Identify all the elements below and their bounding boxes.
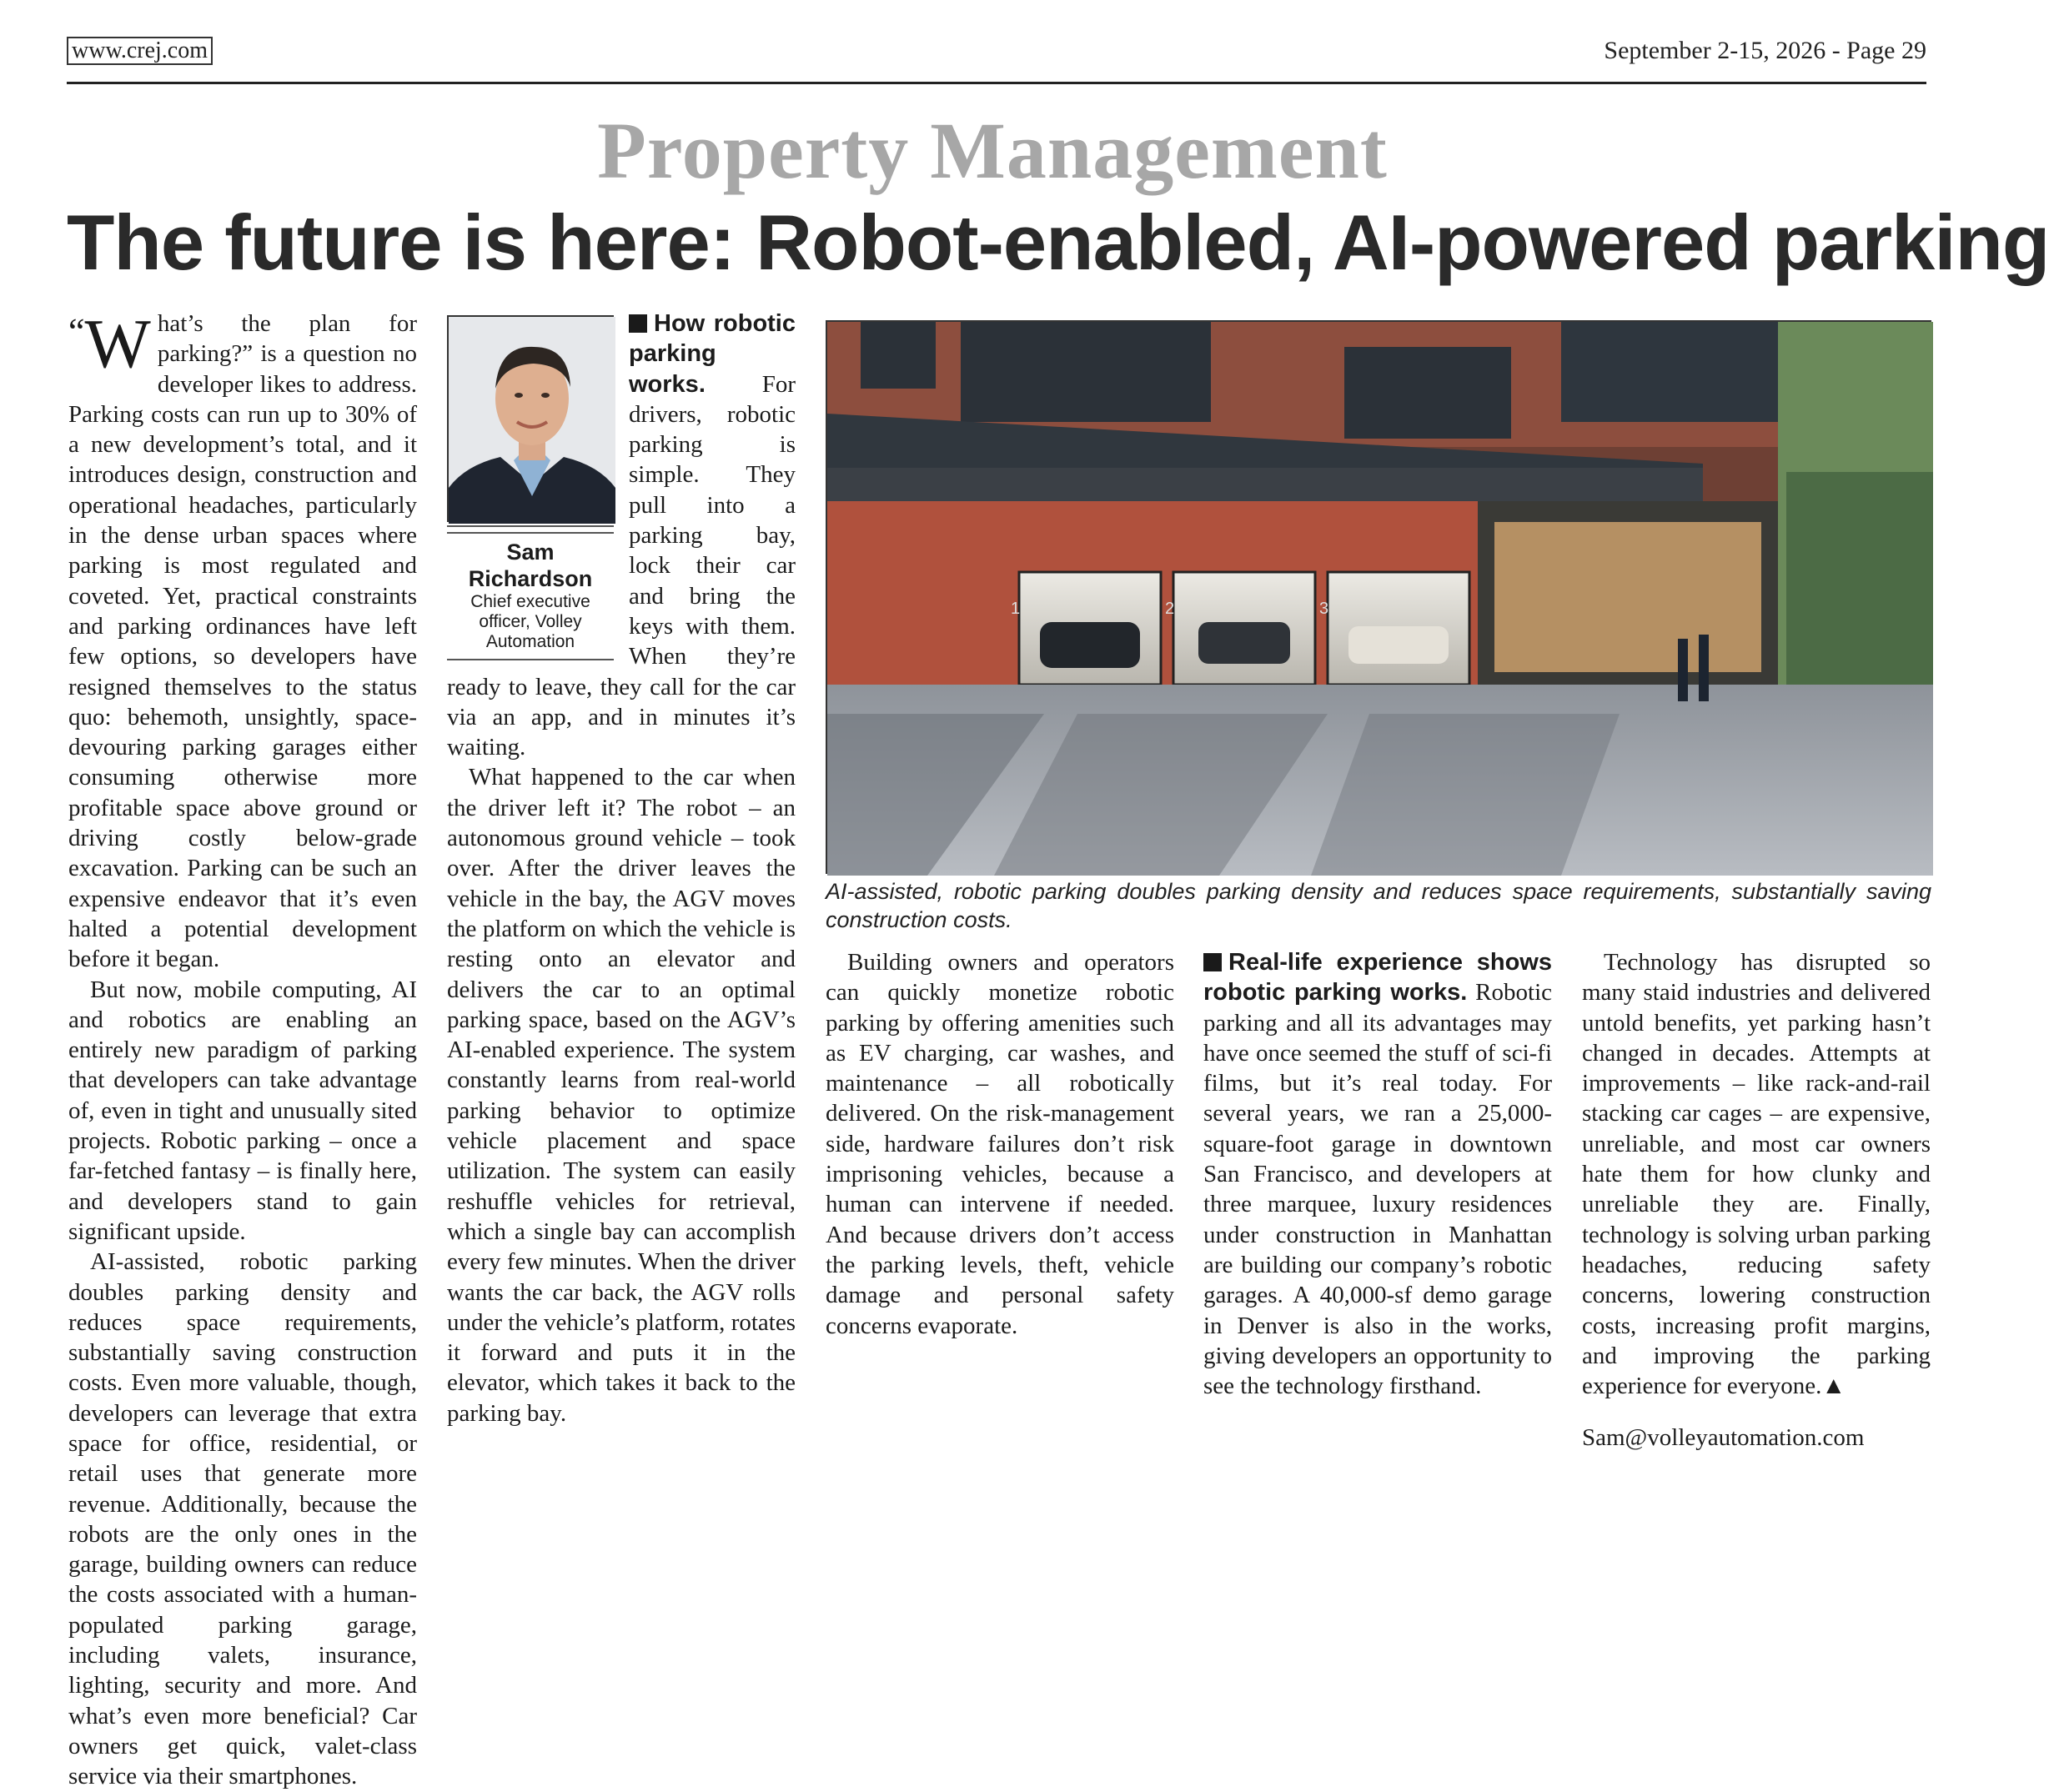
site-url: www.crej.com: [67, 37, 213, 65]
square-bullet-icon: [629, 314, 647, 333]
article-column-1: [68, 305, 417, 1792]
article-column-5: [1582, 947, 1931, 1453]
author-name: Sam Richardson: [468, 540, 593, 591]
header-rule: [67, 82, 1926, 84]
author-box: [447, 315, 614, 660]
end-mark-icon: ▲: [1821, 1373, 1846, 1400]
paragraph: But now, mobile computing, AI and robotics are enabling an entirely new paradigm of parking that developers can take advantage of, even in tight and unusually sited projects. Robotic parking – once a far-fetched fantasy – is finally here, and developers stand to gain significant upside.: [68, 976, 417, 1245]
article-photo: [826, 320, 1931, 874]
paragraph: How robotic parking works. For drivers, robotic parking is simple. They pull into a parking bay, lock their car and bring the keys with them. When they’re ready to leave, they call for the car via an app, and in minutes it’s waiting.: [447, 310, 796, 761]
photo-caption: AI-assisted, robotic parking doubles parking density and reduces space requirements, substantially saving construction costs.: [826, 879, 1931, 932]
author-title-line: Chief executive: [470, 592, 590, 611]
paragraph: What happened to the car when the driver left it? The robot – an autonomous ground vehicle – took over. After the driver leaves the vehicle in the bay, the AGV moves the platform on which the vehicle is resting onto an elevator and delivers the car to an optimal parking space, based on the AGV’s AI-enabled experience. The system constantly learns from real-world parking behavior to optimize vehicle placement and space utilization. The system can easily reshuffle vehicles for retrieval, which a single bay can accomplish every few minutes. When the driver wants the car back, the AGV rolls under the vehicle’s platform, rotates it forward and puts it in the elevator, which takes it back to the parking bay.: [447, 764, 796, 1427]
author-photo: [447, 315, 614, 522]
paragraph: Technology has disrupted so many staid industries and delivered untold benefits, yet parking hasn’t changed in decades. Attempts at improvements – like rack-and-rail stacking car cages – are expensive, unreliable, and most car owners hate them for how clunky and unreliable they are. Finally, technology is solving urban parking headaches, reducing safety concerns, lowering construction costs, increasing profit margins, and improving the parking experience for everyone.▲: [1582, 949, 1931, 1400]
issue-date-page: September 2-15, 2026 - Page 29: [1604, 37, 1926, 64]
article-column-2: [447, 309, 796, 1428]
square-bullet-icon: [1203, 953, 1222, 971]
headline: The future is here: Robot-enabled, AI-powered parking: [67, 198, 2049, 286]
author-email[interactable]: Sam@volleyautomation.com: [1582, 1424, 1865, 1452]
subhead: How robotic parking works.: [629, 310, 796, 398]
lead-paragraph: “W hat’s the plan for parking?” is a question no developer likes to address. Parking costs can run up to 30% of a new development’s total, and it introduces design, construction and operational headaches, particularly in the dense urban spaces where parking is most regulated and coveted. Yet, practical constraints and parking ordinances have left few options, so developers have resigned themselves to the status quo: behemoth, unsightly, space-devouring parking garages either consuming otherwise more profitable space above ground or driving costly below-grade excavation. Parking can be such an expensive endeavor that it’s even halted a potential development before it began.: [68, 305, 417, 973]
author-title-line: officer, Volley: [479, 612, 582, 631]
bay-number: 2: [1165, 600, 1175, 618]
bay-number: 1: [1011, 600, 1021, 618]
paragraph: AI-assisted, robotic parking doubles parking density and reduces space requirements, substantially saving construction costs. Even more valuable, though, developers can leverage that extra space for office, residential, or retail uses that generate more revenue. Additionally, because the robots are the only ones in the garage, building owners can reduce the costs associated with a human-populated parking garage, including valets, insurance, lighting, security and more. And what’s even more beneficial? Car owners get quick, valet-class service via their smartphones.: [68, 1248, 417, 1790]
author-title-line: Automation: [485, 632, 575, 651]
drop-cap: “W: [68, 305, 151, 383]
paragraph: Building owners and operators can quickly monetize robotic parking by offering amenities such as EV charging, car washes, and maintenance – all robotically delivered. On the risk-management side, hardware failures don’t risk imprisoning vehicles, because a human can intervene if needed. And because drivers don’t access the parking levels, theft, vehicle damage and personal safety concerns evaporate.: [826, 949, 1174, 1339]
article-column-4: [1203, 947, 1552, 1401]
bay-number: 3: [1319, 600, 1329, 618]
article-column-3: [826, 947, 1174, 1341]
section-title: Property Management: [597, 106, 1388, 195]
subhead: Real-life experience shows robotic parking works.: [1203, 949, 1552, 1006]
paragraph: Real-life experience shows robotic parking works. Robotic parking and all its advantages may have once seemed the stuff of sci-fi films, but it’s real today. For several years, we ran a 25,000-square-foot garage in downtown San Francisco, and developers at three marquee, luxury residences under construction in Manhattan are building our company’s robotic garages. A 40,000-sf demo garage in Denver is also in the works, giving developers an opportunity to see the technology firsthand.: [1203, 949, 1553, 1400]
